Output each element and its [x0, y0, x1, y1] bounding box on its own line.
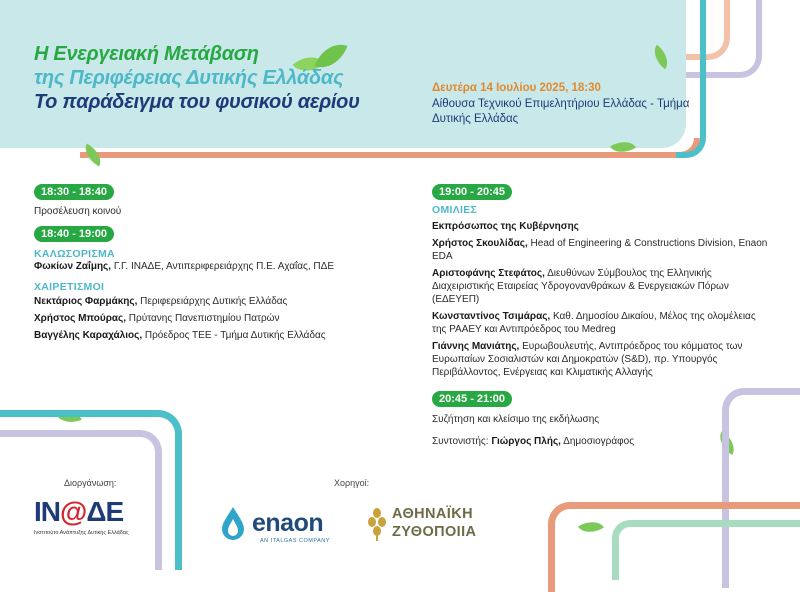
speaker-role: Περιφερειάρχης Δυτικής Ελλάδας — [137, 296, 288, 307]
time-badge: 20:45 - 21:00 — [432, 391, 512, 407]
speaker-name: Κωνσταντίνος Τσιμάρας, — [432, 311, 551, 322]
greeting-speaker — [34, 295, 394, 308]
speaker-name: Αριστοφάνης Στεφάτος, — [432, 268, 545, 279]
logo-at: @ — [60, 496, 87, 527]
title-line-2: της Περιφέρειας Δυτικής Ελλάδας — [34, 67, 344, 89]
speaker-name: Εκπρόσωπος της Κυβέρνησης — [432, 221, 579, 232]
moderator — [432, 435, 772, 448]
decorative-frame-teal — [676, 0, 706, 158]
speaker-name: Φωκίων Ζαΐμης, — [34, 261, 112, 272]
inade-logo — [34, 496, 123, 528]
time-badge: 18:30 - 18:40 — [34, 184, 114, 200]
decorative-frame-orange — [80, 138, 700, 158]
enaon-logo-subtitle: AN ITALGAS COMPANY — [260, 538, 330, 544]
arrival-text: Προσέλευση κοινού — [34, 206, 122, 217]
greeting-speaker — [34, 312, 394, 325]
logo-line-2: ΖΥΘΟΠΟΙΙΑ — [392, 524, 477, 540]
speaker-name: Βαγγέλης Καραχάλιος, — [34, 330, 143, 341]
logo-text: ΔΕ — [86, 496, 124, 527]
time-badge: 19:00 - 20:45 — [432, 184, 512, 200]
logo-line-1: ΑΘΗΝΑΪΚΗ — [392, 506, 473, 522]
title-line-1: Η Ενεργειακή Μετάβαση — [34, 43, 259, 65]
speaker-role: Γ.Γ. ΙΝΑΔΕ, Αντιπεριφερειάρχης Π.Ε. Αχαΐας, ΠΔΕ — [111, 261, 334, 272]
athinaiki-logo — [392, 505, 476, 541]
hop-icon — [366, 505, 388, 541]
sponsors-label: Χορηγοί: — [334, 478, 370, 488]
event-date: Δευτέρα 14 Ιουλίου 2025, 18:30 — [432, 82, 601, 94]
logo-text: ΙΝ — [34, 496, 60, 527]
welcome-heading: ΚΑΛΩΣΟΡΙΣΜΑ — [34, 248, 115, 260]
closing-text: Συζήτηση και κλείσιμο της εκδήλωσης — [432, 414, 600, 425]
greetings-heading: ΧΑΙΡΕΤΙΣΜΟΙ — [34, 281, 105, 293]
title-line-3: Το παράδειγμα του φυσικού αερίου — [34, 91, 360, 113]
welcome-speaker — [34, 260, 394, 273]
speaker-role: Ευρωβουλευτής, Αντιπρόεδρος του κόμματος των Ευρωπαίων Σοσιαλιστών και Δημοκρατών (S&D), πρ. Υπουργός Περιβάλλοντος, Ενέργειας και Κλιματικής Αλλαγής — [432, 341, 743, 378]
event-venue: Αίθουσα Τεχνικού Επιμελητήριου Ελλάδας - Τμήμα Δυτικής Ελλάδας — [432, 98, 690, 125]
event-title — [34, 42, 360, 114]
enaon-drop-icon — [218, 505, 248, 541]
speaker-role: Πρόεδρος ΤΕΕ - Τμήμα Δυτικής Ελλάδας — [142, 330, 326, 341]
moderator-label: Συντονιστής: — [432, 436, 492, 447]
left-program — [34, 182, 394, 342]
speaker-name: Χρήστος Μπούρας, — [34, 313, 127, 324]
talk-speaker — [432, 310, 772, 336]
speaker-role: Καθ. Δημοσίου Δικαίου, Μέλος της ολομέλειας της ΡΑΑΕΥ και Αντιπρόεδρος του Medreg — [432, 311, 756, 335]
time-badge: 18:40 - 19:00 — [34, 226, 114, 242]
speaker-name: Γιώργος Πλής, — [491, 436, 561, 447]
talk-speaker — [432, 220, 772, 233]
speaker-role: Διευθύνων Σύμβουλος της Ελληνικής Διαχειριστικής Εταιρείας Υδρογονανθράκων & Ενεργειακών Πόρων (ΕΔΕΥΕΠ) — [432, 268, 729, 305]
inade-logo-subtitle: Ινστιτούτο Ανάπτυξης Δυτικής Ελλάδας — [34, 530, 129, 536]
talk-speaker — [432, 340, 772, 379]
speaker-role: Δημοσιογράφος — [560, 436, 635, 447]
speaker-name: Νεκτάριος Φαρμάκης, — [34, 296, 138, 307]
speaker-name: Χρήστος Σκουλίδας, — [432, 238, 528, 249]
talk-speaker — [432, 237, 772, 263]
organizer-label: Διοργάνωση: — [64, 478, 117, 488]
speaker-role: Head of Engineering & Constructions Division, Enaon EDA — [432, 238, 768, 262]
talks-heading: ΟΜΙΛΙΕΣ — [432, 204, 478, 216]
speaker-name: Γιάννης Μανιάτης, — [432, 341, 520, 352]
talk-speaker — [432, 267, 772, 306]
speaker-role: Πρύτανης Πανεπιστημίου Πατρών — [126, 313, 280, 324]
enaon-logo: enaon — [252, 509, 324, 537]
right-program — [432, 182, 772, 448]
decorative-frame-green — [612, 520, 800, 580]
greeting-speaker — [34, 329, 394, 342]
